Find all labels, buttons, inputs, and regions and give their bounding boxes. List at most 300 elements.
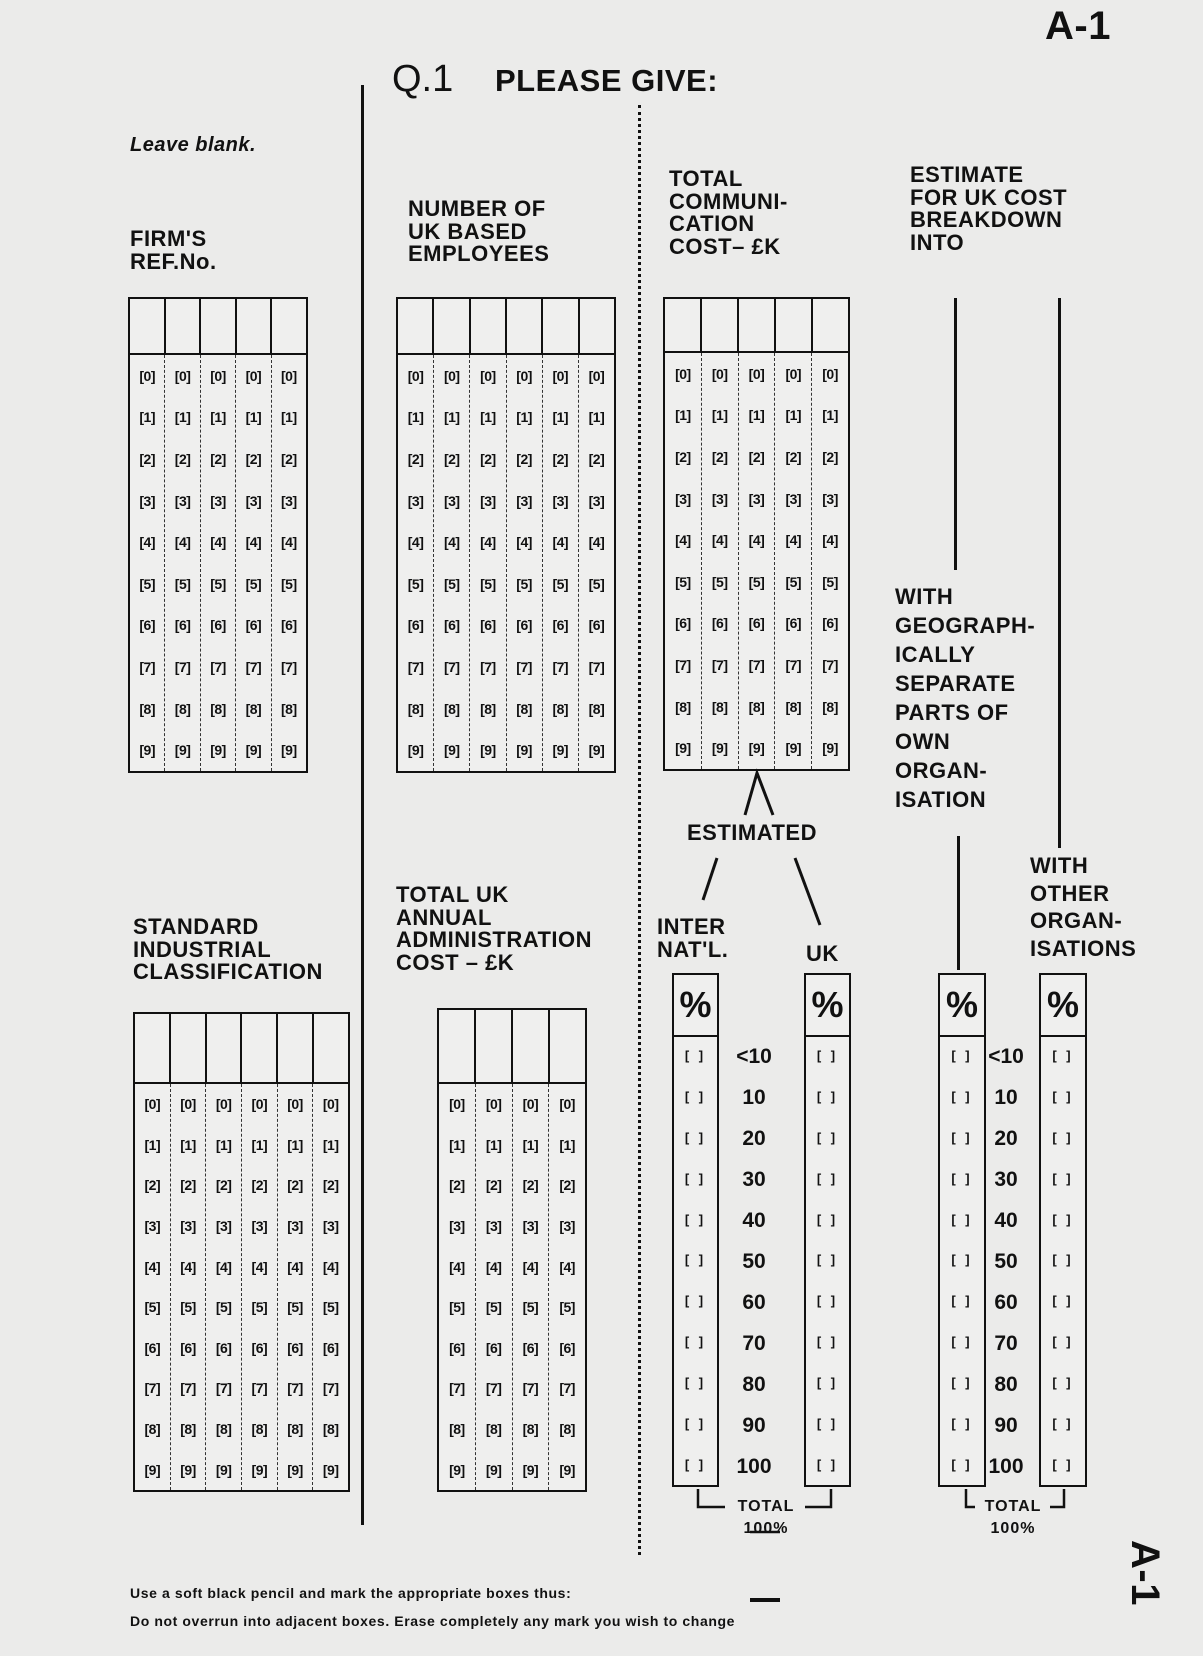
digit-bubble[interactable]: [3] (748, 490, 765, 507)
digit-bubble[interactable]: [8] (443, 700, 460, 717)
digit-bubble[interactable]: [3] (215, 1218, 232, 1235)
digit-bubble[interactable]: [0] (516, 367, 532, 384)
digit-bubble[interactable]: [3] (245, 492, 262, 509)
digit-bubble[interactable]: [2] (552, 450, 569, 467)
digit-bubble[interactable]: [7] (245, 658, 262, 675)
digit-bubble[interactable]: [2] (251, 1177, 268, 1194)
digit-bubble[interactable]: [8] (180, 1421, 196, 1438)
digit-bubble[interactable]: [4] (552, 534, 569, 551)
digit-bubble[interactable]: [9] (588, 742, 605, 759)
digit-bubble[interactable]: [9] (180, 1461, 196, 1478)
digit-bubble[interactable]: [1] (174, 409, 191, 426)
percent-bubble[interactable]: [ ] (684, 1088, 707, 1104)
digit-bubble[interactable]: [7] (210, 658, 226, 675)
digit-bubble[interactable]: [6] (785, 615, 802, 632)
digit-bubble[interactable]: [0] (287, 1096, 303, 1113)
percent-bubble[interactable]: [ ] (951, 1129, 973, 1145)
digit-bubble[interactable]: [2] (174, 450, 191, 467)
percent-bubble[interactable]: [ ] (1052, 1416, 1074, 1432)
percent-bubble[interactable]: [ ] (816, 1293, 839, 1309)
digit-bubble[interactable]: [4] (485, 1258, 502, 1275)
digit-bubble[interactable]: [3] (139, 492, 156, 509)
digit-bubble[interactable]: [3] (287, 1218, 303, 1235)
digit-bubble[interactable]: [1] (522, 1136, 539, 1153)
digit-bubble[interactable]: [7] (516, 658, 532, 675)
digit-bubble[interactable]: [9] (485, 1461, 502, 1478)
percent-bubble[interactable]: [ ] (816, 1416, 839, 1432)
digit-bubble[interactable]: [4] (174, 534, 191, 551)
digit-bubble[interactable]: [1] (322, 1136, 339, 1153)
percent-bubble[interactable]: [ ] (816, 1047, 839, 1063)
digit-bubble[interactable]: [5] (407, 575, 424, 592)
digit-bubble[interactable]: [0] (139, 367, 156, 384)
digit-bubble[interactable]: [6] (287, 1339, 303, 1356)
digit-bubble[interactable]: [6] (245, 617, 262, 634)
digit-bubble[interactable]: [0] (251, 1096, 268, 1113)
digit-bubble[interactable]: [6] (251, 1339, 268, 1356)
digit-bubble[interactable]: [1] (215, 1136, 232, 1153)
digit-bubble[interactable]: [0] (485, 1096, 502, 1113)
digit-bubble[interactable]: [7] (588, 658, 605, 675)
digit-bubble[interactable]: [6] (522, 1339, 539, 1356)
digit-bubble[interactable]: [1] (485, 1136, 502, 1153)
digit-bubble[interactable]: [1] (552, 409, 569, 426)
digit-bubble[interactable]: [8] (139, 700, 156, 717)
digit-bubble[interactable]: [9] (748, 740, 765, 757)
digit-bubble[interactable]: [8] (785, 698, 802, 715)
digit-bubble[interactable]: [8] (522, 1421, 539, 1438)
digit-bubble[interactable]: [5] (322, 1299, 339, 1316)
digit-bubble[interactable]: [7] (711, 656, 728, 673)
digit-bubble[interactable]: [7] (522, 1380, 539, 1397)
digit-bubble[interactable]: [3] (281, 492, 297, 509)
digit-bubble[interactable]: [7] (785, 656, 802, 673)
digit-bubble[interactable]: [4] (785, 532, 802, 549)
digit-bubble[interactable]: [7] (215, 1380, 232, 1397)
digit-bubble[interactable]: [1] (443, 409, 460, 426)
digit-bubble[interactable]: [2] (139, 450, 156, 467)
digit-bubble[interactable]: [4] (322, 1258, 339, 1275)
digit-bubble[interactable]: [2] (485, 1177, 502, 1194)
percent-bubble[interactable]: [ ] (816, 1252, 839, 1268)
digit-bubble[interactable]: [0] (822, 365, 838, 382)
digit-bubble[interactable]: [4] (144, 1258, 161, 1275)
digit-bubble[interactable]: [0] (322, 1096, 339, 1113)
percent-bubble[interactable]: [ ] (1052, 1375, 1074, 1391)
digit-bubble[interactable]: [7] (449, 1380, 465, 1397)
percent-bubble[interactable]: [ ] (684, 1416, 707, 1432)
digit-bubble[interactable]: [9] (516, 742, 532, 759)
digit-bubble[interactable]: [5] (245, 575, 262, 592)
digit-bubble[interactable]: [0] (180, 1096, 196, 1113)
digit-bubble[interactable]: [0] (215, 1096, 232, 1113)
digit-bubble[interactable]: [1] (480, 409, 496, 426)
digit-bubble[interactable]: [7] (485, 1380, 502, 1397)
digit-bubble[interactable]: [0] (522, 1096, 539, 1113)
digit-bubble[interactable]: [8] (485, 1421, 502, 1438)
digit-bubble[interactable]: [1] (675, 407, 691, 424)
digit-bubble[interactable]: [3] (480, 492, 496, 509)
percent-bubble[interactable]: [ ] (684, 1170, 707, 1186)
digit-bubble[interactable]: [6] (210, 617, 226, 634)
digit-bubble[interactable]: [4] (281, 534, 297, 551)
digit-bubble[interactable]: [5] (822, 573, 838, 590)
digit-bubble[interactable]: [5] (559, 1299, 575, 1316)
digit-bubble[interactable]: [8] (281, 700, 297, 717)
digit-bubble[interactable]: [7] (174, 658, 191, 675)
digit-bubble[interactable]: [6] (480, 617, 496, 634)
digit-bubble[interactable]: [3] (822, 490, 838, 507)
digit-bubble[interactable]: [9] (287, 1461, 303, 1478)
digit-bubble[interactable]: [5] (287, 1299, 303, 1316)
digit-bubble[interactable]: [4] (675, 532, 691, 549)
digit-bubble[interactable]: [5] (281, 575, 297, 592)
percent-bubble[interactable]: [ ] (816, 1170, 839, 1186)
digit-bubble[interactable]: [6] (516, 617, 532, 634)
percent-bubble[interactable]: [ ] (951, 1334, 973, 1350)
digit-bubble[interactable]: [2] (588, 450, 605, 467)
percent-bubble[interactable]: [ ] (951, 1375, 973, 1391)
percent-bubble[interactable]: [ ] (684, 1129, 707, 1145)
digit-bubble[interactable]: [9] (281, 742, 297, 759)
digit-bubble[interactable]: [7] (180, 1380, 196, 1397)
digit-bubble[interactable]: [7] (322, 1380, 339, 1397)
digit-bubble[interactable]: [2] (516, 450, 532, 467)
percent-bubble[interactable]: [ ] (1052, 1293, 1074, 1309)
digit-bubble[interactable]: [3] (516, 492, 532, 509)
digit-bubble[interactable]: [6] (144, 1339, 161, 1356)
digit-bubble[interactable]: [8] (144, 1421, 161, 1438)
digit-bubble[interactable]: [1] (516, 409, 532, 426)
digit-bubble[interactable]: [7] (287, 1380, 303, 1397)
digit-bubble[interactable]: [0] (174, 367, 191, 384)
digit-bubble[interactable]: [4] (251, 1258, 268, 1275)
digit-bubble[interactable]: [0] (480, 367, 496, 384)
digit-bubble[interactable]: [6] (449, 1339, 465, 1356)
digit-bubble[interactable]: [9] (785, 740, 802, 757)
digit-bubble[interactable]: [0] (144, 1096, 161, 1113)
digit-bubble[interactable]: [1] (711, 407, 728, 424)
percent-bubble[interactable]: [ ] (951, 1416, 973, 1432)
digit-bubble[interactable]: [3] (711, 490, 728, 507)
digit-bubble[interactable]: [9] (210, 742, 226, 759)
digit-bubble[interactable]: [6] (180, 1339, 196, 1356)
digit-bubble[interactable]: [5] (139, 575, 156, 592)
percent-bubble[interactable]: [ ] (684, 1334, 707, 1350)
digit-bubble[interactable]: [2] (281, 450, 297, 467)
digit-bubble[interactable]: [4] (822, 532, 838, 549)
percent-bubble[interactable]: [ ] (816, 1129, 839, 1145)
digit-bubble[interactable]: [5] (443, 575, 460, 592)
digit-bubble[interactable]: [9] (822, 740, 838, 757)
digit-bubble[interactable]: [2] (522, 1177, 539, 1194)
digit-bubble[interactable]: [6] (711, 615, 728, 632)
digit-bubble[interactable]: [1] (144, 1136, 161, 1153)
digit-bubble[interactable]: [9] (559, 1461, 575, 1478)
digit-bubble[interactable]: [8] (322, 1421, 339, 1438)
digit-bubble[interactable]: [5] (522, 1299, 539, 1316)
digit-bubble[interactable]: [3] (588, 492, 605, 509)
digit-bubble[interactable]: [8] (711, 698, 728, 715)
digit-bubble[interactable]: [9] (144, 1461, 161, 1478)
digit-bubble[interactable]: [8] (748, 698, 765, 715)
digit-bubble[interactable]: [1] (822, 407, 838, 424)
digit-bubble[interactable]: [2] (480, 450, 496, 467)
digit-bubble[interactable]: [2] (711, 448, 728, 465)
digit-bubble[interactable]: [6] (281, 617, 297, 634)
digit-bubble[interactable]: [5] (144, 1299, 161, 1316)
digit-bubble[interactable]: [1] (287, 1136, 303, 1153)
digit-bubble[interactable]: [1] (785, 407, 802, 424)
digit-bubble[interactable]: [8] (559, 1421, 575, 1438)
digit-bubble[interactable]: [2] (785, 448, 802, 465)
digit-bubble[interactable]: [8] (407, 700, 424, 717)
digit-bubble[interactable]: [5] (552, 575, 569, 592)
percent-bubble[interactable]: [ ] (951, 1252, 973, 1268)
digit-bubble[interactable]: [2] (215, 1177, 232, 1194)
digit-bubble[interactable]: [6] (443, 617, 460, 634)
digit-bubble[interactable]: [4] (180, 1258, 196, 1275)
digit-bubble[interactable]: [8] (588, 700, 605, 717)
digit-bubble[interactable]: [9] (480, 742, 496, 759)
percent-bubble[interactable]: [ ] (1052, 1334, 1074, 1350)
percent-bubble[interactable]: [ ] (1052, 1457, 1074, 1473)
digit-bubble[interactable]: [2] (559, 1177, 575, 1194)
digit-bubble[interactable]: [8] (449, 1421, 465, 1438)
digit-bubble[interactable]: [7] (443, 658, 460, 675)
percent-bubble[interactable]: [ ] (816, 1457, 839, 1473)
digit-bubble[interactable]: [3] (210, 492, 226, 509)
percent-bubble[interactable]: [ ] (684, 1047, 707, 1063)
percent-bubble[interactable]: [ ] (951, 1457, 973, 1473)
digit-bubble[interactable]: [0] (785, 365, 802, 382)
digit-bubble[interactable]: [0] (443, 367, 460, 384)
digit-bubble[interactable]: [5] (449, 1299, 465, 1316)
digit-bubble[interactable]: [7] (552, 658, 569, 675)
percent-bubble[interactable]: [ ] (1052, 1088, 1074, 1104)
digit-bubble[interactable]: [1] (281, 409, 297, 426)
digit-bubble[interactable]: [6] (215, 1339, 232, 1356)
digit-bubble[interactable]: [5] (485, 1299, 502, 1316)
digit-bubble[interactable]: [6] (559, 1339, 575, 1356)
digit-bubble[interactable]: [9] (407, 742, 424, 759)
digit-bubble[interactable]: [7] (748, 656, 765, 673)
digit-bubble[interactable]: [6] (588, 617, 605, 634)
digit-bubble[interactable]: [3] (180, 1218, 196, 1235)
digit-bubble[interactable]: [8] (675, 698, 691, 715)
digit-bubble[interactable]: [5] (480, 575, 496, 592)
digit-bubble[interactable]: [4] (407, 534, 424, 551)
digit-bubble[interactable]: [8] (516, 700, 532, 717)
percent-bubble[interactable]: [ ] (1052, 1047, 1074, 1063)
digit-bubble[interactable]: [8] (245, 700, 262, 717)
digit-bubble[interactable]: [5] (210, 575, 226, 592)
digit-bubble[interactable]: [8] (174, 700, 191, 717)
percent-bubble[interactable]: [ ] (951, 1293, 973, 1309)
digit-bubble[interactable]: [1] (559, 1136, 575, 1153)
digit-bubble[interactable]: [0] (210, 367, 226, 384)
digit-bubble[interactable]: [7] (251, 1380, 268, 1397)
digit-bubble[interactable]: [3] (675, 490, 691, 507)
digit-bubble[interactable]: [2] (443, 450, 460, 467)
digit-bubble[interactable]: [1] (407, 409, 424, 426)
digit-bubble[interactable]: [6] (322, 1339, 339, 1356)
digit-bubble[interactable]: [9] (322, 1461, 339, 1478)
digit-bubble[interactable]: [7] (480, 658, 496, 675)
digit-bubble[interactable]: [1] (748, 407, 765, 424)
digit-bubble[interactable]: [5] (675, 573, 691, 590)
digit-bubble[interactable]: [8] (287, 1421, 303, 1438)
digit-bubble[interactable]: [9] (449, 1461, 465, 1478)
digit-bubble[interactable]: [0] (245, 367, 262, 384)
percent-bubble[interactable]: [ ] (951, 1211, 973, 1227)
digit-bubble[interactable]: [8] (552, 700, 569, 717)
digit-bubble[interactable]: [9] (522, 1461, 539, 1478)
digit-bubble[interactable]: [4] (711, 532, 728, 549)
digit-bubble[interactable]: [8] (215, 1421, 232, 1438)
digit-bubble[interactable]: [9] (675, 740, 691, 757)
percent-bubble[interactable]: [ ] (1052, 1211, 1074, 1227)
percent-bubble[interactable]: [ ] (816, 1334, 839, 1350)
percent-bubble[interactable]: [ ] (684, 1252, 707, 1268)
percent-bubble[interactable]: [ ] (1052, 1170, 1074, 1186)
digit-bubble[interactable]: [2] (822, 448, 838, 465)
digit-bubble[interactable]: [2] (407, 450, 424, 467)
digit-bubble[interactable]: [2] (322, 1177, 339, 1194)
digit-bubble[interactable]: [5] (251, 1299, 268, 1316)
digit-bubble[interactable]: [4] (522, 1258, 539, 1275)
digit-bubble[interactable]: [6] (485, 1339, 502, 1356)
digit-bubble[interactable]: [3] (144, 1218, 161, 1235)
digit-bubble[interactable]: [7] (144, 1380, 161, 1397)
digit-bubble[interactable]: [5] (748, 573, 765, 590)
percent-bubble[interactable]: [ ] (684, 1293, 707, 1309)
digit-bubble[interactable]: [4] (480, 534, 496, 551)
digit-bubble[interactable]: [6] (675, 615, 691, 632)
digit-bubble[interactable]: [6] (822, 615, 838, 632)
digit-bubble[interactable]: [4] (139, 534, 156, 551)
digit-bubble[interactable]: [0] (449, 1096, 465, 1113)
percent-bubble[interactable]: [ ] (1052, 1129, 1074, 1145)
digit-bubble[interactable]: [4] (588, 534, 605, 551)
digit-bubble[interactable]: [3] (174, 492, 191, 509)
digit-bubble[interactable]: [0] (559, 1096, 575, 1113)
digit-bubble[interactable]: [3] (449, 1218, 465, 1235)
digit-bubble[interactable]: [5] (215, 1299, 232, 1316)
digit-bubble[interactable]: [9] (139, 742, 156, 759)
percent-bubble[interactable]: [ ] (951, 1047, 973, 1063)
digit-bubble[interactable]: [3] (559, 1218, 575, 1235)
digit-bubble[interactable]: [6] (552, 617, 569, 634)
digit-bubble[interactable]: [5] (516, 575, 532, 592)
digit-bubble[interactable]: [0] (281, 367, 297, 384)
digit-bubble[interactable]: [9] (245, 742, 262, 759)
digit-bubble[interactable]: [3] (407, 492, 424, 509)
digit-bubble[interactable]: [9] (215, 1461, 232, 1478)
digit-bubble[interactable]: [5] (785, 573, 802, 590)
digit-bubble[interactable]: [7] (281, 658, 297, 675)
digit-bubble[interactable]: [5] (588, 575, 605, 592)
digit-bubble[interactable]: [3] (485, 1218, 502, 1235)
digit-bubble[interactable]: [9] (174, 742, 191, 759)
digit-bubble[interactable]: [5] (174, 575, 191, 592)
digit-bubble[interactable]: [0] (711, 365, 728, 382)
digit-bubble[interactable]: [2] (245, 450, 262, 467)
digit-bubble[interactable]: [4] (210, 534, 226, 551)
digit-bubble[interactable]: [8] (822, 698, 838, 715)
digit-bubble[interactable]: [0] (588, 367, 605, 384)
digit-bubble[interactable]: [1] (245, 409, 262, 426)
percent-bubble[interactable]: [ ] (816, 1211, 839, 1227)
digit-bubble[interactable]: [8] (210, 700, 226, 717)
digit-bubble[interactable]: [4] (215, 1258, 232, 1275)
digit-bubble[interactable]: [3] (251, 1218, 268, 1235)
digit-bubble[interactable]: [4] (287, 1258, 303, 1275)
digit-bubble[interactable]: [4] (516, 534, 532, 551)
digit-bubble[interactable]: [1] (251, 1136, 268, 1153)
digit-bubble[interactable]: [1] (588, 409, 605, 426)
digit-bubble[interactable]: [3] (522, 1218, 539, 1235)
percent-bubble[interactable]: [ ] (951, 1088, 973, 1104)
digit-bubble[interactable]: [1] (210, 409, 226, 426)
digit-bubble[interactable]: [0] (748, 365, 765, 382)
digit-bubble[interactable]: [4] (748, 532, 765, 549)
digit-bubble[interactable]: [3] (322, 1218, 339, 1235)
digit-bubble[interactable]: [2] (210, 450, 226, 467)
digit-bubble[interactable]: [8] (480, 700, 496, 717)
digit-bubble[interactable]: [4] (559, 1258, 575, 1275)
digit-bubble[interactable]: [2] (180, 1177, 196, 1194)
digit-bubble[interactable]: [7] (559, 1380, 575, 1397)
digit-bubble[interactable]: [0] (552, 367, 569, 384)
digit-bubble[interactable]: [0] (675, 365, 691, 382)
digit-bubble[interactable]: [4] (443, 534, 460, 551)
digit-bubble[interactable]: [6] (748, 615, 765, 632)
percent-bubble[interactable]: [ ] (684, 1457, 707, 1473)
digit-bubble[interactable]: [9] (552, 742, 569, 759)
digit-bubble[interactable]: [6] (407, 617, 424, 634)
percent-bubble[interactable]: [ ] (684, 1211, 707, 1227)
digit-bubble[interactable]: [9] (251, 1461, 268, 1478)
digit-bubble[interactable]: [2] (748, 448, 765, 465)
percent-bubble[interactable]: [ ] (1052, 1252, 1074, 1268)
digit-bubble[interactable]: [9] (443, 742, 460, 759)
percent-bubble[interactable]: [ ] (816, 1088, 839, 1104)
digit-bubble[interactable]: [1] (139, 409, 156, 426)
digit-bubble[interactable]: [7] (407, 658, 424, 675)
digit-bubble[interactable]: [6] (174, 617, 191, 634)
digit-bubble[interactable]: [0] (407, 367, 424, 384)
digit-bubble[interactable]: [7] (139, 658, 156, 675)
digit-bubble[interactable]: [3] (552, 492, 569, 509)
digit-bubble[interactable]: [2] (287, 1177, 303, 1194)
digit-bubble[interactable]: [7] (822, 656, 838, 673)
percent-bubble[interactable]: [ ] (951, 1170, 973, 1186)
digit-bubble[interactable]: [2] (144, 1177, 161, 1194)
digit-bubble[interactable]: [7] (675, 656, 691, 673)
digit-bubble[interactable]: [2] (675, 448, 691, 465)
percent-bubble[interactable]: [ ] (684, 1375, 707, 1391)
digit-bubble[interactable]: [5] (180, 1299, 196, 1316)
digit-bubble[interactable]: [2] (449, 1177, 465, 1194)
digit-bubble[interactable]: [9] (711, 740, 728, 757)
digit-bubble[interactable]: [8] (251, 1421, 268, 1438)
digit-bubble[interactable]: [5] (711, 573, 728, 590)
digit-bubble[interactable]: [1] (180, 1136, 196, 1153)
digit-bubble[interactable]: [1] (449, 1136, 465, 1153)
percent-bubble[interactable]: [ ] (816, 1375, 839, 1391)
digit-bubble[interactable]: [4] (245, 534, 262, 551)
